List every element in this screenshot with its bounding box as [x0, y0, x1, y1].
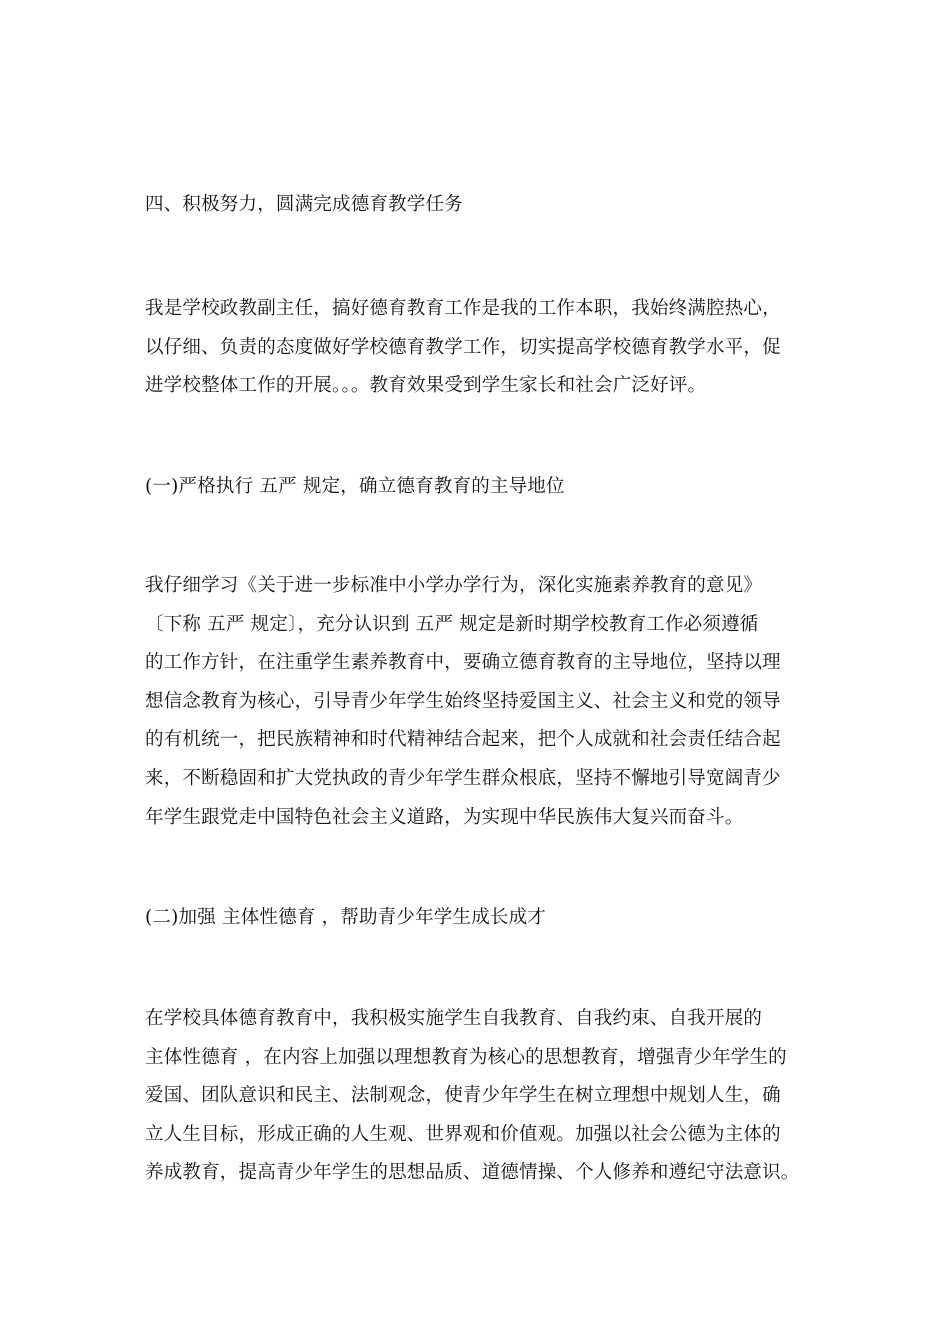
paragraph-subsection-one	[145, 567, 815, 837]
subsection-heading-one: (一)严格执行 五严 规定，确立德育教育的主导地位	[145, 476, 565, 497]
section-heading-four: 四、积极努力，圆满完成德育教学任务	[145, 194, 463, 215]
paragraph-line: 以仔细、负责的态度做好学校德育教学工作，切实提高学校德育教学水平，促	[145, 336, 781, 358]
paragraph-line: 在学校具体德育教育中，我积极实施学生自我教育、自我约束、自我开展的	[145, 1008, 763, 1029]
paragraph-line: 的工作方针，在注重学生素养教育中，要确立德育教育的主导地位，坚持以理	[145, 652, 781, 674]
paragraph-section-four	[145, 290, 815, 406]
paragraph-line: 我仔细学习《关于进一步标准中小学办学行为，深化实施素养教育的意见》	[145, 575, 763, 596]
paragraph-line: 进学校整体工作的开展。。。教育效果受到学生家长和社会广泛好评。	[145, 375, 707, 397]
subsection-heading-two: (二)加强 主体性德育 ，帮助青少年学生成长成才	[145, 907, 546, 928]
paragraph-subsection-two	[145, 1000, 815, 1193]
paragraph-line: 想信念教育为核心，引导青少年学生始终坚持爱国主义、社会主义和党的领导	[145, 690, 781, 712]
paragraph-line: 爱国、团队意识和民主、法制观念，使青少年学生在树立理想中规划人生，确	[145, 1085, 781, 1107]
paragraph-line: 的有机统一，把民族精神和时代精神结合起来，把个人成就和社会责任结合起	[145, 729, 781, 751]
paragraph-line: 年学生跟党走中国特色社会主义道路，为实现中华民族伟大复兴而奋斗。	[145, 806, 744, 828]
paragraph-line: 主体性德育 ，在内容上加强以理想教育为核心的思想教育，增强青少年学生的	[145, 1046, 787, 1068]
paragraph-line: 〔下称 五严 规定〕，充分认识到 五严 规定是新时期学校教育工作必须遵循	[145, 613, 759, 635]
paragraph-line: 来，不断稳固和扩大党执政的青少年学生群众根底，坚持不懈地引导宽阔青少	[145, 767, 781, 789]
paragraph-line: 我是学校政教副主任，搞好德育教育工作是我的工作本职，我始终满腔热心，	[145, 298, 781, 319]
paragraph-line: 养成教育，提高青少年学生的思想品质、道德情操、个人修养和遵纪守法意识。	[145, 1162, 800, 1184]
paragraph-line: 立人生目标，形成正确的人生观、世界观和价值观。加强以社会公德为主体的	[145, 1123, 781, 1145]
